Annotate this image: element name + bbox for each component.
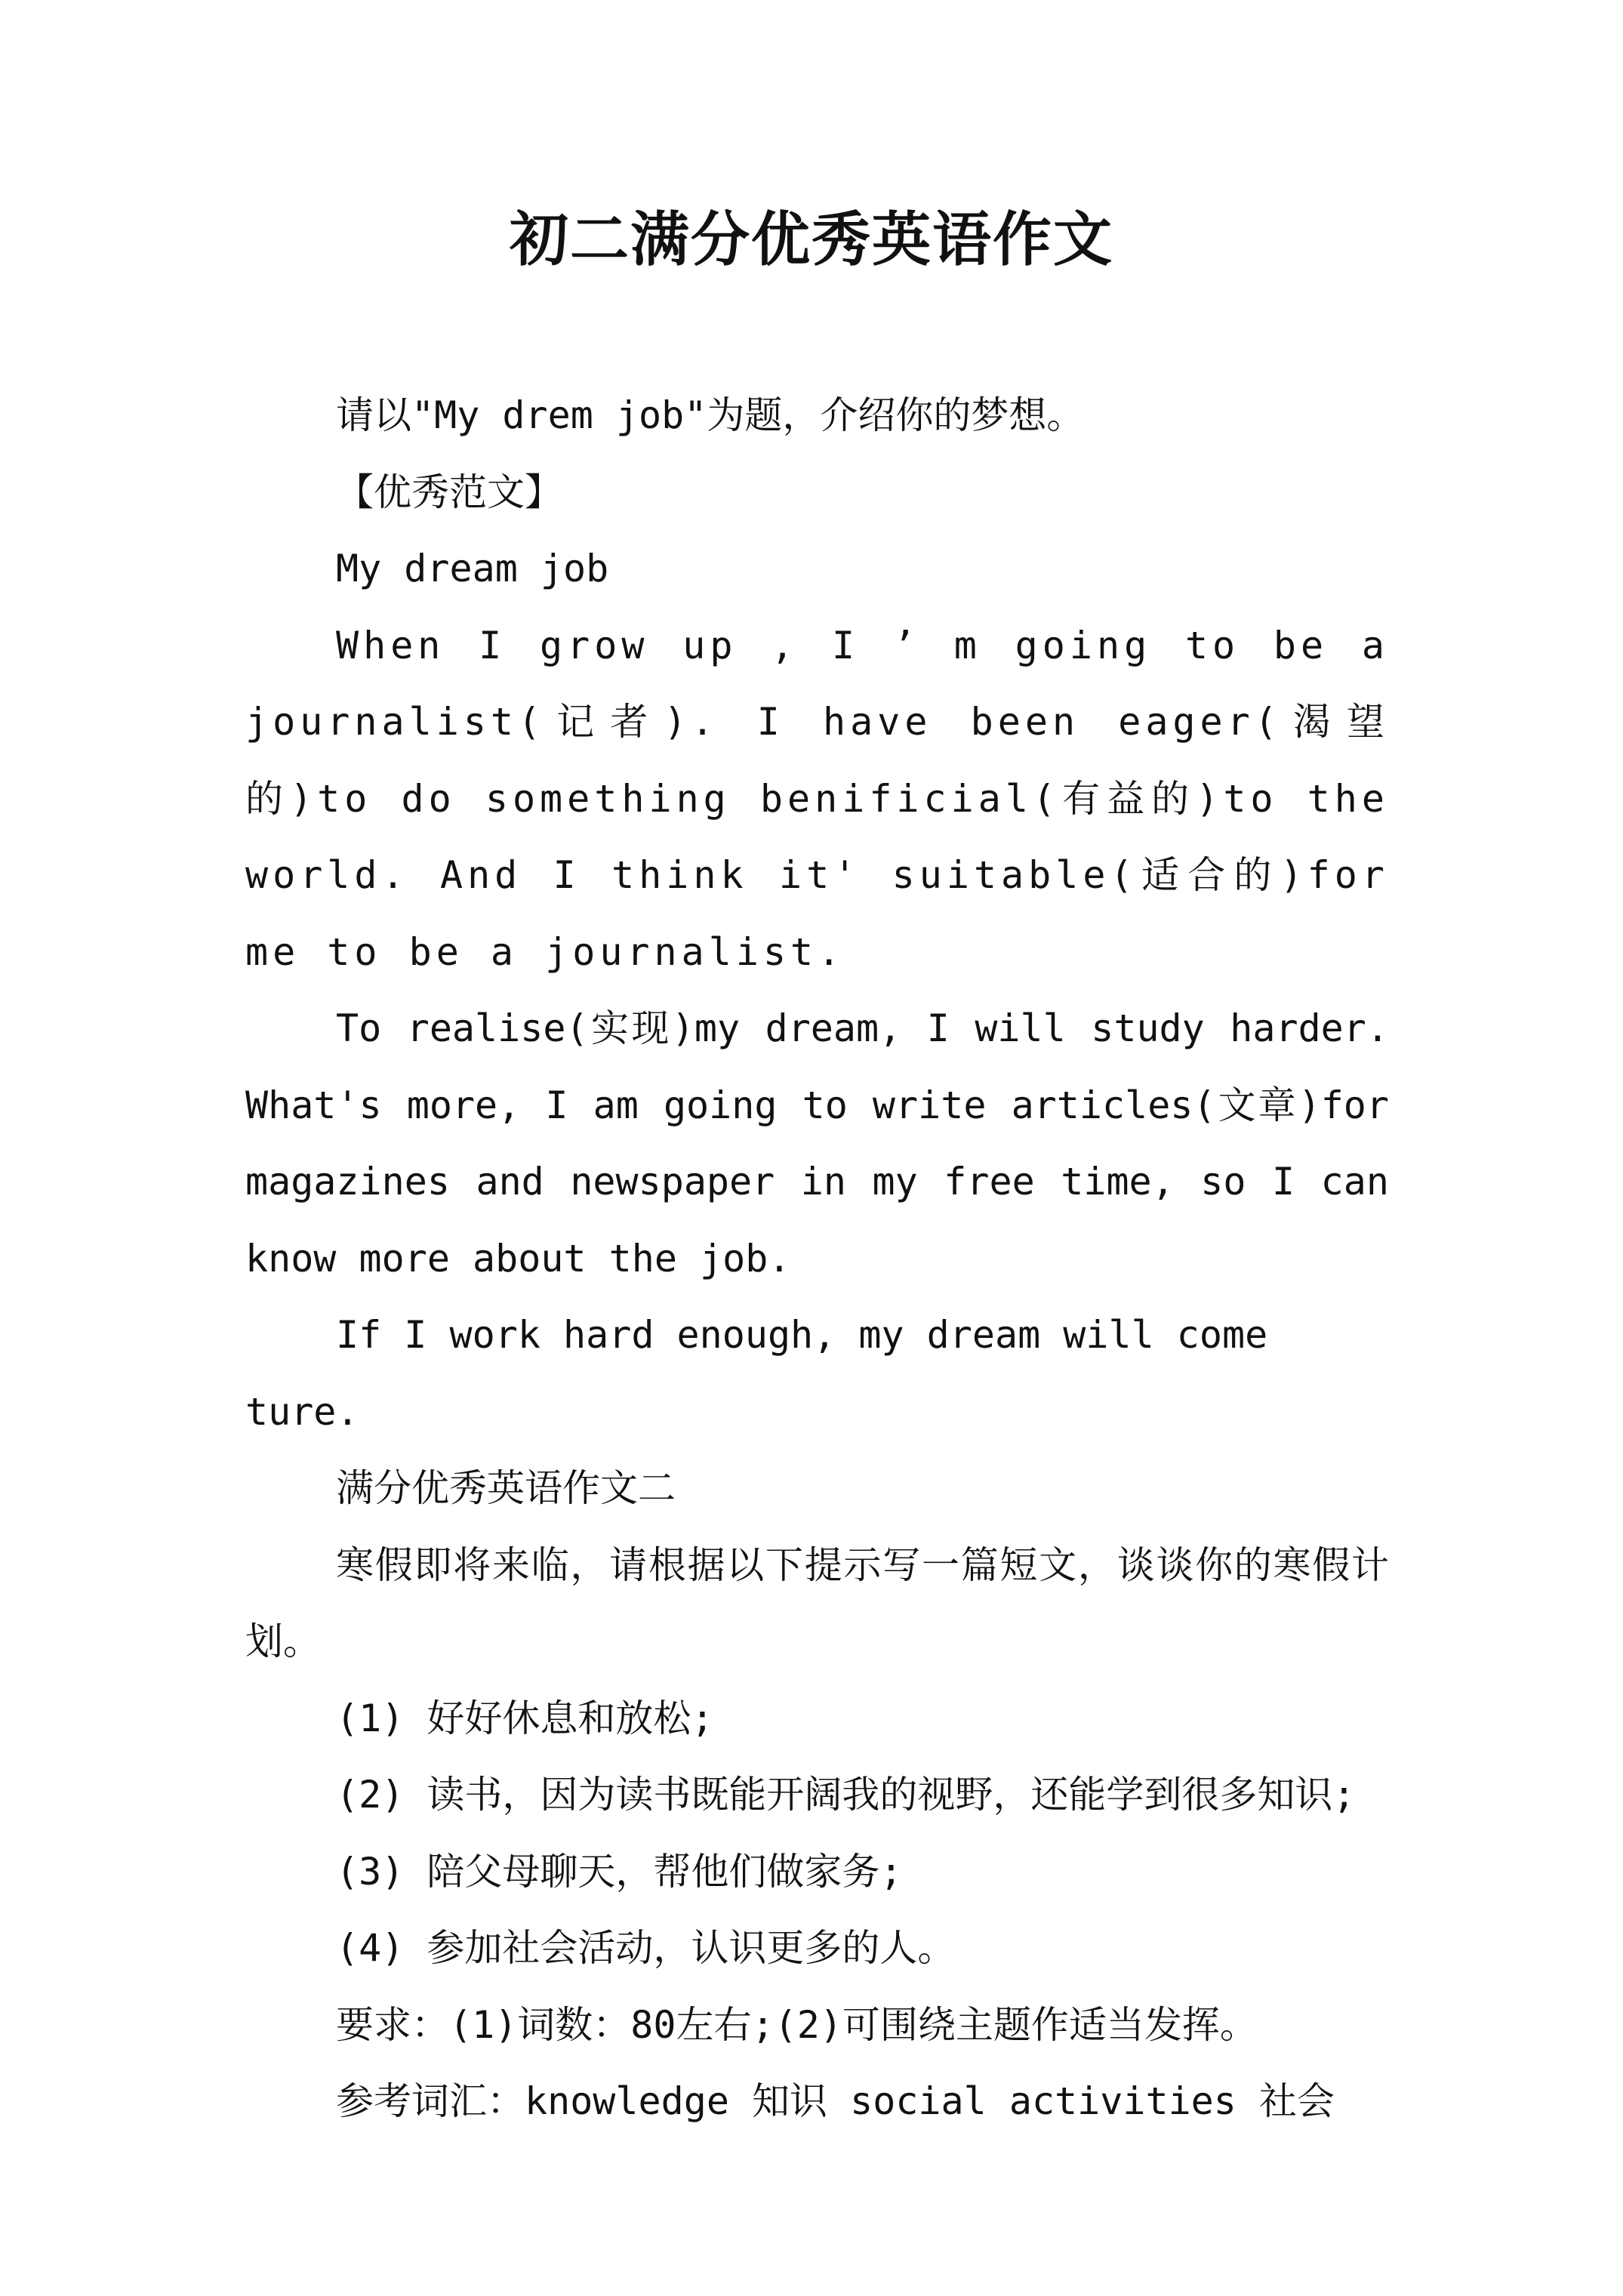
hint-item-2: (2) 读书，因为读书既能开阔我的视野，还能学到很多知识;: [336, 1773, 1356, 1817]
section-heading-2: 满分优秀英语作文二: [336, 1466, 676, 1510]
document-title: 初二满分优秀英语作文: [509, 205, 1113, 274]
hint-item-1: (1) 好好休息和放松;: [336, 1696, 714, 1740]
hint-item-4: (4) 参加社会活动，认识更多的人。: [336, 1926, 956, 1970]
reference-vocabulary: 参考词汇：knowledge 知识 social activities 社会: [336, 2079, 1335, 2123]
prompt-paragraph-2: 寒假即将来临，请根据以下提示写一篇短文，谈谈你的寒假计划。: [245, 1542, 1389, 1663]
requirements: 要求：(1)词数：80左右;(2)可围绕主题作适当发挥。: [336, 2002, 1258, 2047]
essay-paragraph-3: If I work hard enough, my dream will come ture.: [245, 1313, 1268, 1434]
hint-item-3: (3) 陪父母聊天，帮他们做家务;: [336, 1849, 903, 1894]
prompt-paragraph: 请以"My drem job"为题，介绍你的梦想。: [336, 393, 1085, 437]
document-body: [245, 378, 1389, 2140]
essay-paragraph-1: When I grow up , I ’ m going to be a journalist(记者). I have been eager(渴望的)to do something benificial(有益的)to the world. And I think it' suitable(适合的)for me to be a journalist.: [245, 623, 1389, 974]
sample-heading: 【优秀范文】: [336, 470, 562, 514]
essay-title: My dream job: [336, 547, 609, 590]
essay-paragraph-2: To realise(实现)my dream, I will study harder. What's more, I am going to write articles(文章)for magazines and newspaper in my free time, so I can know more about the job.: [245, 1006, 1389, 1281]
